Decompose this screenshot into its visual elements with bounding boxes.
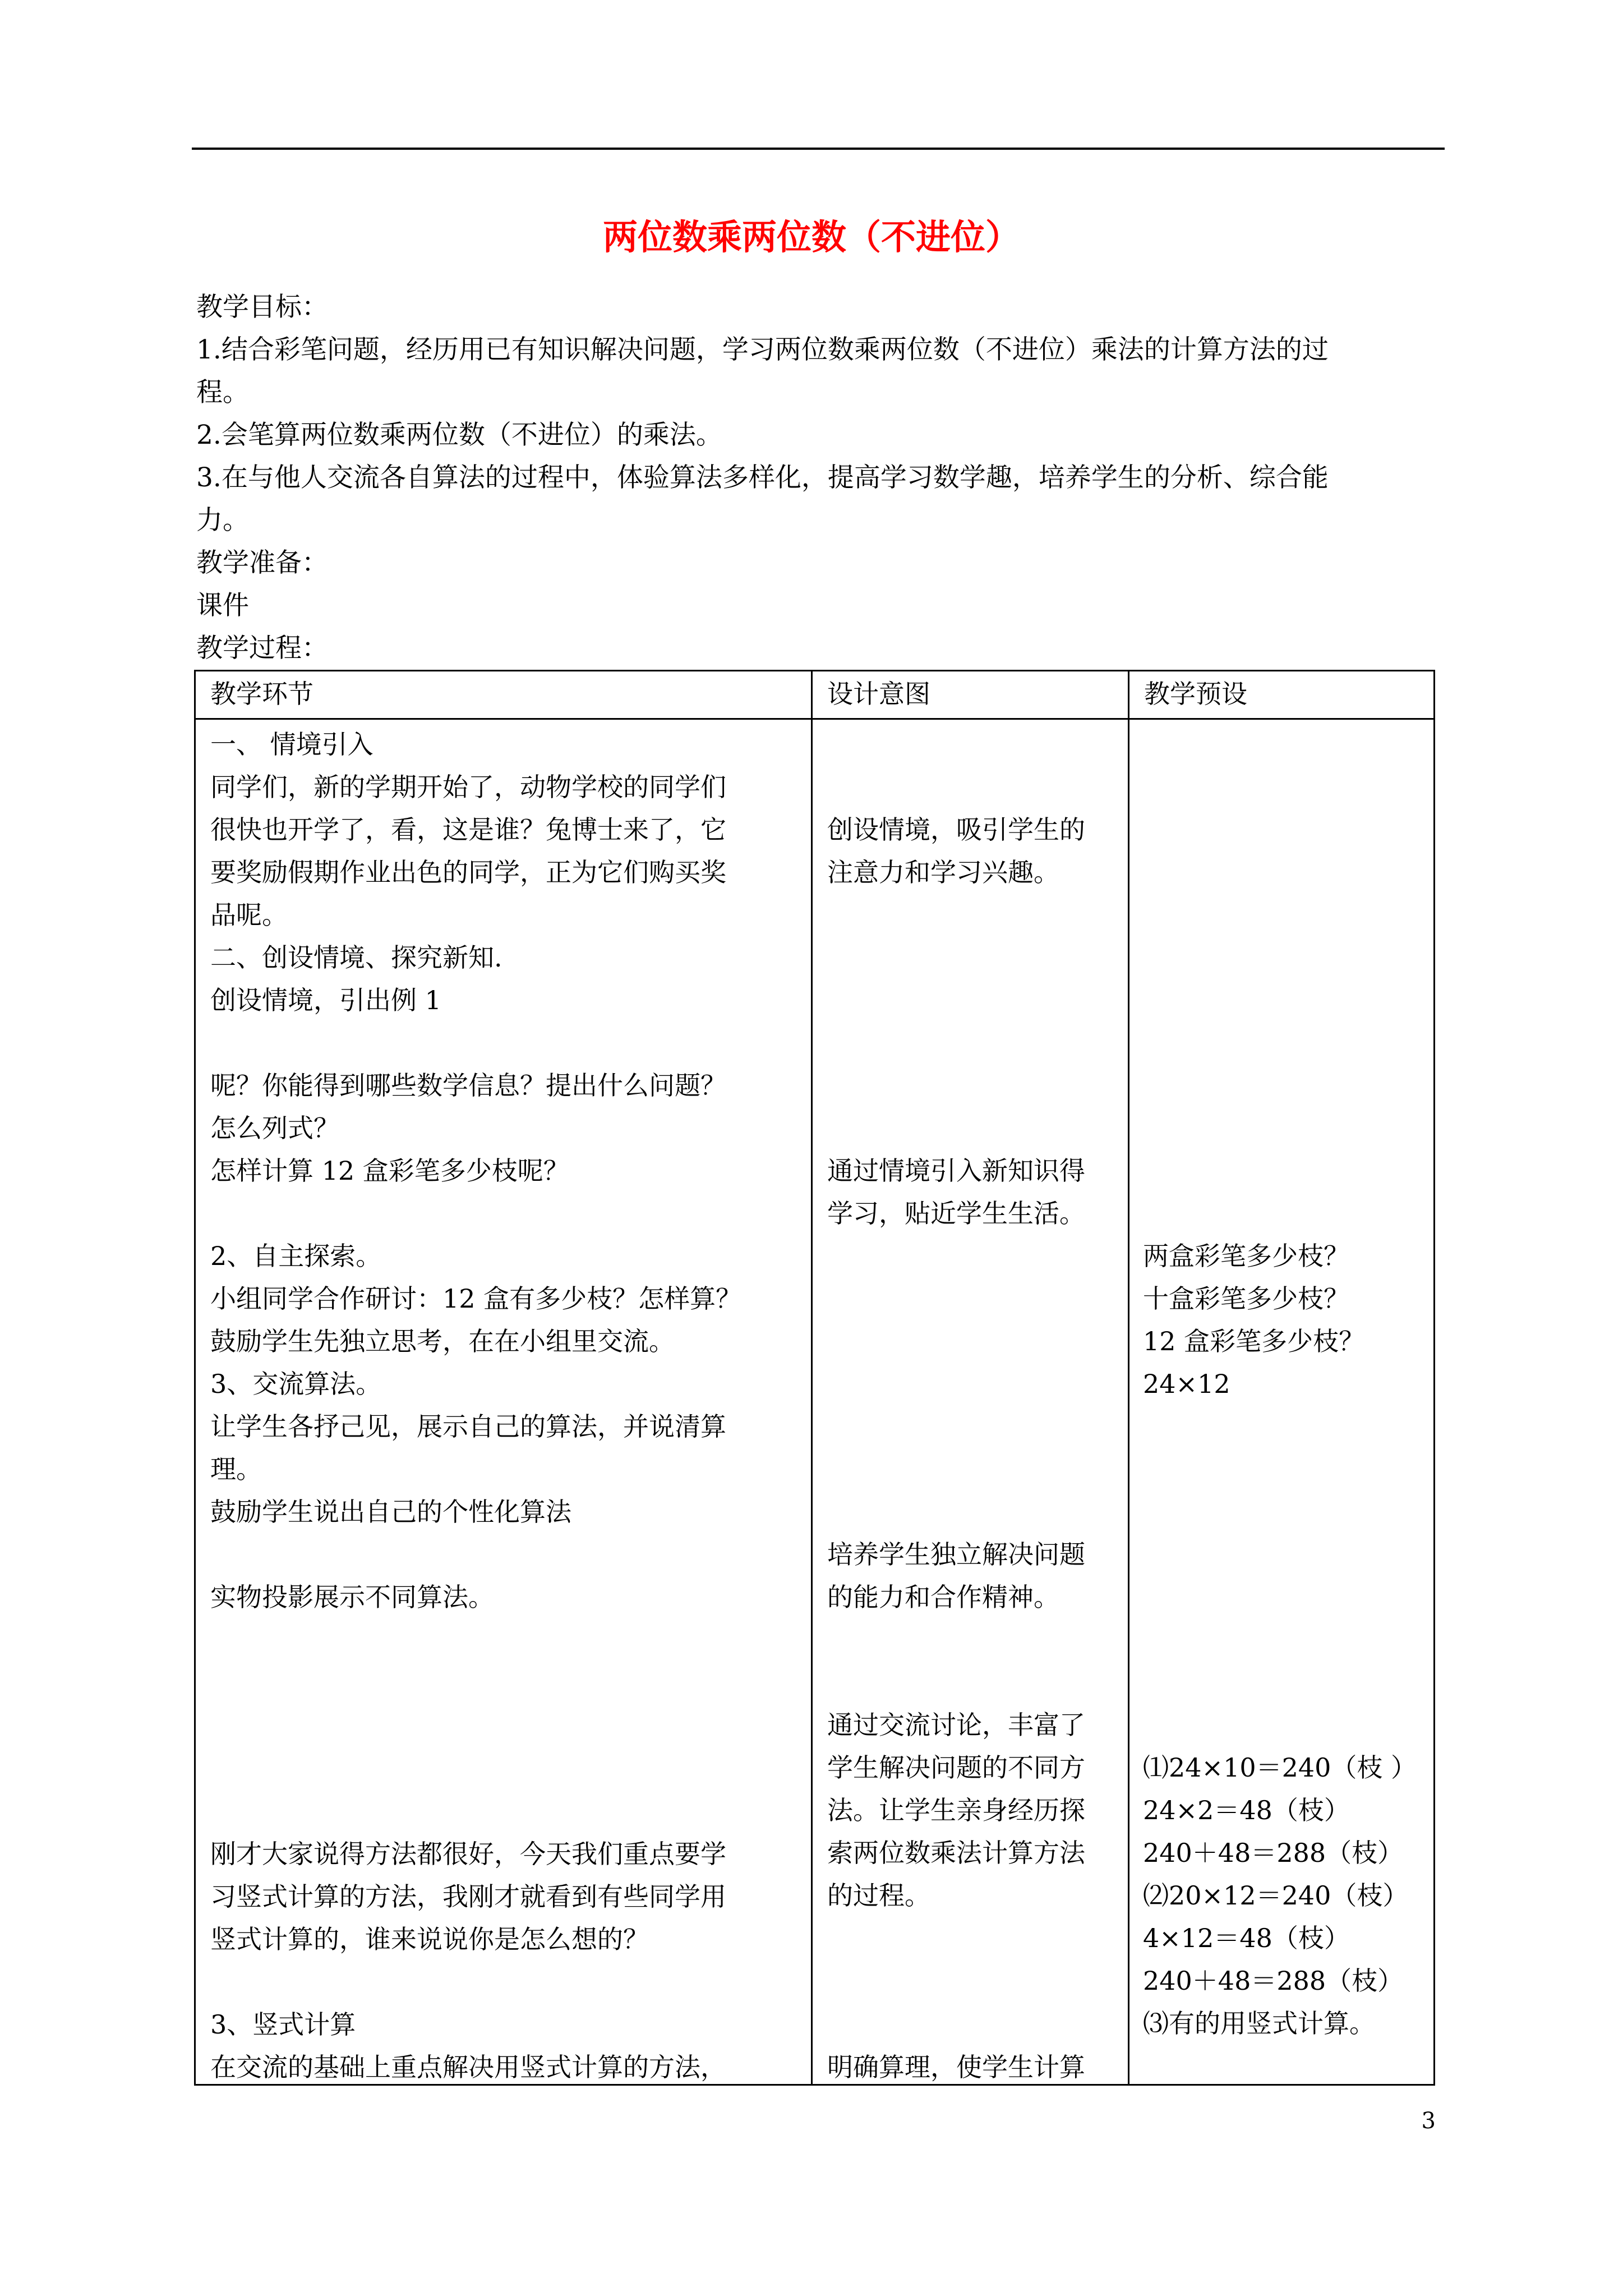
preset-line: 240＋48＝288（枝）	[1143, 1838, 1404, 1868]
intent-line: 的能力和合作精神。	[827, 1582, 1059, 1612]
stage-line: 3、竖式计算	[210, 2009, 356, 2040]
prep-heading: 教学准备：	[196, 547, 328, 578]
intent-line: 通过交流讨论，丰富了	[827, 1710, 1085, 1740]
design-intent-cell	[813, 720, 1129, 2084]
stage-line: 创设情境，引出例 1	[210, 985, 441, 1015]
lesson-table	[194, 670, 1435, 2086]
intent-line: 学习，贴近学生生活。	[827, 1198, 1085, 1228]
stage-line: 习竖式计算的方法，我刚才就看到有些同学用	[210, 1881, 726, 1912]
preset-line: 4×12＝48（枝）	[1143, 1923, 1350, 1953]
stage-line: 同学们，新的学期开始了，动物学校的同学们	[210, 772, 726, 802]
header-teaching-stage: 教学环节	[196, 671, 813, 718]
table-header-row	[196, 671, 1433, 720]
preset-line: 240＋48＝288（枝）	[1143, 1966, 1404, 1996]
header-rule	[192, 148, 1445, 150]
stage-line: 二、创设情境、探究新知.	[210, 942, 502, 973]
preset-line: ⑴24×10＝240（枝 ）	[1143, 1752, 1417, 1783]
objective-3-cont: 力。	[196, 505, 249, 536]
stage-line: 在交流的基础上重点解决用竖式计算的方法，	[210, 2052, 726, 2082]
stage-line: 小组同学合作研讨：12 盒有多少枝？怎样算？	[210, 1283, 742, 1314]
table-body-row	[196, 720, 1433, 2084]
stage-line: 怎样计算 12 盒彩笔多少枝呢？	[210, 1156, 569, 1186]
intent-line: 索两位数乘法计算方法	[827, 1838, 1085, 1868]
stage-line: 鼓励学生先独立思考，在在小组里交流。	[210, 1326, 675, 1356]
stage-line: 怎么列式？	[210, 1113, 339, 1143]
prep-text: 课件	[196, 590, 249, 621]
stage-line: 很快也开学了，看，这是谁？兔博士来了，它	[210, 815, 726, 845]
intent-line: 培养学生独立解决问题	[827, 1539, 1085, 1570]
preset-line: 两盒彩笔多少枝？	[1143, 1241, 1349, 1271]
intro-section	[196, 286, 1448, 670]
intent-line: 的过程。	[827, 1880, 930, 1911]
stage-line: 一、 情境引入	[210, 729, 374, 760]
intent-line: 通过情境引入新知识得	[827, 1156, 1085, 1186]
stage-line: 3、交流算法。	[210, 1369, 382, 1399]
preset-line: 24×12	[1143, 1369, 1230, 1399]
intent-line: 法。让学生亲身经历探	[827, 1795, 1085, 1825]
header-teaching-preset: 教学预设	[1144, 679, 1247, 709]
objective-2: 2.会笔算两位数乘两位数（不进位）的乘法。	[196, 420, 722, 450]
stage-line: 理。	[210, 1454, 262, 1484]
header-design-intent: 设计意图	[813, 671, 1129, 718]
preset-line: 24×2＝48（枝）	[1143, 1795, 1350, 1825]
stage-line: 2、自主探索。	[210, 1241, 382, 1271]
preset-line: ⑵20×12＝240（枝）	[1143, 1880, 1409, 1911]
objective-1-cont: 程。	[196, 377, 249, 408]
objective-1: 1.结合彩笔问题，经历用已有知识解决问题，学习两位数乘两位数（不进位）乘法的计算方法的过	[196, 334, 1329, 365]
document-title: 两位数乘两位数（不进位）	[602, 217, 1020, 257]
stage-line: 要奖励假期作业出色的同学，正为它们购买奖	[210, 857, 726, 887]
preset-line: 12 盒彩笔多少枝？	[1143, 1326, 1365, 1356]
intent-line: 创设情境，吸引学生的	[827, 815, 1085, 845]
preset-line: 十盒彩笔多少枝？	[1143, 1283, 1349, 1314]
stage-line: 竖式计算的，谁来说说你是怎么想的？	[210, 1924, 649, 1954]
stage-line: 呢？你能得到哪些数学信息？提出什么问题？	[210, 1070, 726, 1101]
teaching-preset-cell	[1129, 720, 1433, 2084]
process-heading: 教学过程：	[196, 633, 328, 664]
objective-3: 3.在与他人交流各自算法的过程中，体验算法多样化，提高学习数学趣，培养学生的分析、综合能	[196, 462, 1329, 493]
page-number: 3	[1421, 2108, 1436, 2134]
teaching-stage-cell	[196, 720, 813, 2084]
objectives-heading: 教学目标：	[196, 292, 328, 323]
intent-line: 明确算理，使学生计算	[827, 2052, 1085, 2082]
stage-line: 鼓励学生说出自己的个性化算法	[210, 1497, 571, 1527]
intent-line: 学生解决问题的不同方	[827, 1752, 1085, 1783]
preset-line: ⑶有的用竖式计算。	[1143, 2008, 1375, 2039]
stage-line: 品呢。	[210, 900, 288, 930]
stage-line: 刚才大家说得方法都很好，今天我们重点要学	[210, 1839, 726, 1869]
stage-line: 实物投影展示不同算法。	[210, 1582, 494, 1612]
stage-line: 让学生各抒己见，展示自己的算法，并说清算	[210, 1411, 726, 1442]
intent-line: 注意力和学习兴趣。	[827, 857, 1059, 887]
